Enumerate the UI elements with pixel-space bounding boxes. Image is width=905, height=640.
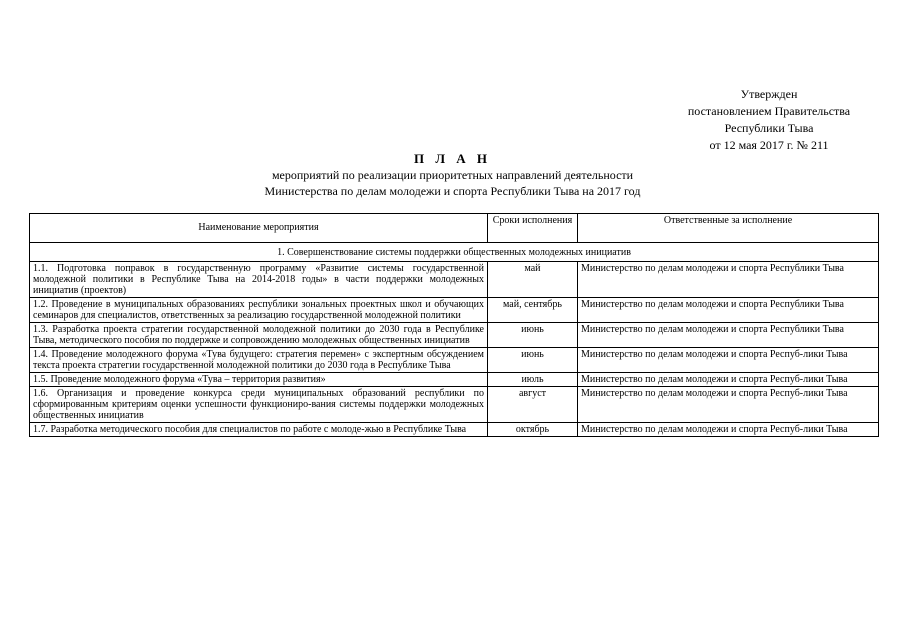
row-term: октябрь [488,423,578,437]
table-row [30,373,879,387]
approval-line-2: постановлением Правительства [687,104,851,118]
row-responsible: Министерство по делам молодежи и спорта Республики Тыва [578,262,879,298]
approval-line-4: от 12 мая 2017 г. № 211 [709,138,829,152]
row-responsible: Министерство по делам молодежи и спорта Республики Тыва [578,298,879,323]
row-responsible: Министерство по делам молодежи и спорта Респуб-лики Тыва [578,373,879,387]
table-row [30,423,879,437]
row-name: 1.3. Разработка проекта стратегии государственной молодежной политики до 2030 года в Республике Тыва, методического пособия по поддержке и сопровождению молодежных общественных инициатив [30,323,488,348]
approval-block [650,86,888,154]
header-responsible: Ответственные за исполнение [578,214,879,243]
row-responsible: Министерство по делам молодежи и спорта Респуб-лики Тыва [578,387,879,423]
table-row [30,387,879,423]
row-name: 1.6. Организация и проведение конкурса среди муниципальных образований республики по сформированным критериям оценки успешности функциониро-вания системы поддержки молодежных общественных инициатив [30,387,488,423]
table-row [30,348,879,373]
row-responsible: Министерство по делам молодежи и спорта Респуб-лики Тыва [578,423,879,437]
row-term: май [488,262,578,298]
title-line-1: мероприятий по реализации приоритетных направлений деятельности [271,168,634,182]
header-term: Сроки исполнения [488,214,578,243]
row-responsible: Министерство по делам молодежи и спорта Респуб-лики Тыва [578,348,879,373]
row-name: 1.2. Проведение в муниципальных образованиях республики зональных проектных школ и обучающих семинаров для специалистов, ответственных за реализацию государственной молодежной политики [30,298,488,323]
row-term: июль [488,373,578,387]
row-responsible: Министерство по делам молодежи и спорта Республики Тыва [578,323,879,348]
header-name: Наименование мероприятия [30,214,488,243]
plan-heading: П Л А Н [413,151,492,166]
row-term: май, сентябрь [488,298,578,323]
row-name: 1.1. Подготовка поправок в государственную программу «Развитие системы государственной молодежной политики в Республике Тыва на 2014-2018 годы» в части поддержки молодежных инициатив (проектов) [30,262,488,298]
table-row [30,262,879,298]
document-title [0,150,905,199]
row-name: 1.5. Проведение молодежного форума «Тува – территория развития» [30,373,488,387]
row-term: июнь [488,323,578,348]
row-name: 1.7. Разработка методического пособия для специалистов по работе с молоде-жью в Республике Тыва [30,423,488,437]
section-row [30,243,879,262]
title-line-2: Министерства по делам молодежи и спорта Республики Тыва на 2017 год [264,184,641,198]
table-row [30,298,879,323]
approval-line-1: Утвержден [740,87,798,101]
row-term: август [488,387,578,423]
table-row [30,323,879,348]
section-title: 1. Совершенствование системы поддержки общественных молодежных инициатив [30,243,879,262]
plan-table [29,213,879,437]
row-term: июнь [488,348,578,373]
row-name: 1.4. Проведение молодежного форума «Тува будущего: стратегия перемен» с экспертным обсуждением текста проекта стратегии государственной молодежной политики до 2030 года в Республике Тыва [30,348,488,373]
approval-line-3: Республики Тыва [724,121,814,135]
table-header-row [30,214,879,243]
